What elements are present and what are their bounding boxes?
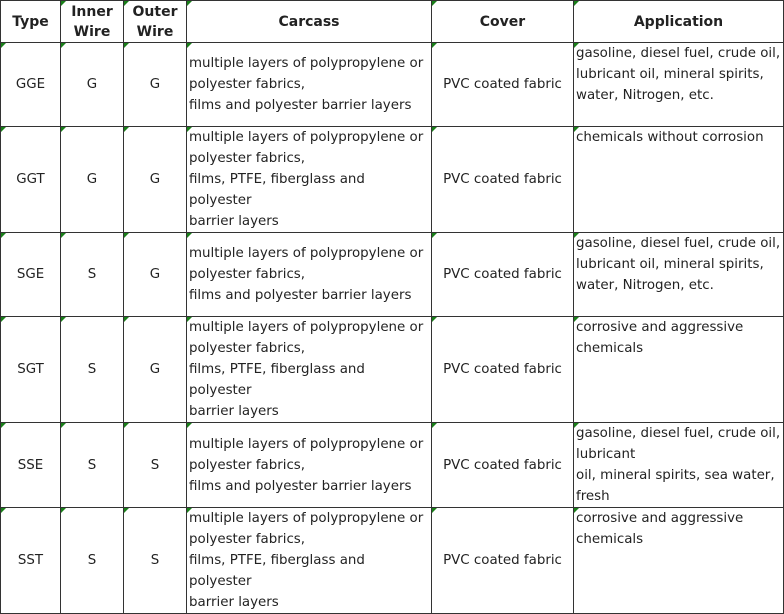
- cell-corner-marker: [432, 233, 437, 238]
- inner-wire-cell-text: S: [87, 553, 97, 568]
- cell-corner-marker: [124, 1, 129, 6]
- inner-wire-cell: [61, 127, 124, 233]
- header-row: [1, 1, 784, 43]
- carcass-cell-line: polyester fabrics,: [189, 267, 306, 282]
- carcass-cell: [187, 508, 432, 614]
- cell-corner-marker: [61, 127, 66, 132]
- type-cell-text: SGT: [17, 362, 44, 377]
- outer-wire-cell-text: G: [149, 172, 161, 187]
- type-cell: [1, 423, 61, 508]
- cell-corner-marker: [187, 423, 192, 428]
- outer-wire-cell-text: G: [149, 267, 161, 282]
- table-row: [1, 43, 784, 127]
- table-row: [1, 508, 784, 614]
- application-cell: [574, 43, 784, 127]
- cell-corner-marker: [187, 317, 192, 322]
- cell-corner-marker: [432, 317, 437, 322]
- carcass-cell-line: multiple layers of polypropylene or: [189, 320, 424, 335]
- application-cell-line: corrosive and aggressive: [576, 320, 744, 335]
- table-row: [1, 423, 784, 508]
- cell-corner-marker: [1, 233, 6, 238]
- cell-corner-marker: [61, 317, 66, 322]
- cover-cell-text: PVC coated fabric: [443, 172, 562, 187]
- table-body: [1, 43, 784, 614]
- application-cell-line: gasoline, diesel fuel, crude oil,: [576, 46, 781, 61]
- cell-corner-marker: [61, 508, 66, 513]
- carcass-cell: [187, 423, 432, 508]
- inner-wire-cell-text: S: [87, 267, 97, 282]
- type-cell-text: GGT: [16, 172, 45, 187]
- application-cell-line: chemicals without corrosion: [576, 130, 764, 145]
- carcass-cell-line: polyester fabrics,: [189, 457, 306, 473]
- application-cell-line: oil, mineral spirits, sea water,: [576, 468, 775, 483]
- cell-corner-marker: [187, 508, 192, 513]
- outer-wire-cell: [124, 317, 187, 423]
- application-cell-line: chemicals: [576, 532, 644, 547]
- cell-corner-marker: [187, 233, 192, 238]
- type-cell-text: SST: [17, 553, 44, 568]
- cell-corner-marker: [124, 423, 129, 428]
- type-cell: [1, 317, 61, 423]
- carcass-cell-line: polyester fabrics,: [189, 532, 306, 547]
- header-application: [574, 1, 784, 43]
- carcass-cell-line: multiple layers of polypropylene or: [189, 246, 424, 261]
- application-cell-line: lubricant oil, mineral spirits,: [576, 257, 764, 272]
- type-cell: [1, 233, 61, 317]
- table-row: [1, 317, 784, 423]
- application-cell-line: lubricant oil, mineral spirits,: [576, 67, 764, 82]
- cover-cell-text: PVC coated fabric: [443, 457, 562, 473]
- cell-corner-marker: [124, 317, 129, 322]
- cell-corner-marker: [1, 508, 6, 513]
- outer-wire-cell: [124, 233, 187, 317]
- cell-corner-marker: [61, 233, 66, 238]
- application-cell: [574, 233, 784, 317]
- cell-corner-marker: [574, 317, 579, 322]
- carcass-cell-line: polyester fabrics,: [189, 151, 306, 166]
- table-row: [1, 127, 784, 233]
- cell-corner-marker: [124, 508, 129, 513]
- inner-wire-cell: [61, 423, 124, 508]
- cell-corner-marker: [61, 43, 66, 48]
- outer-wire-cell-text: G: [149, 77, 161, 92]
- inner-wire-cell: [61, 43, 124, 127]
- inner-wire-cell-text: G: [86, 172, 98, 187]
- cell-corner-marker: [574, 43, 579, 48]
- type-cell: [1, 43, 61, 127]
- cell-corner-marker: [61, 1, 66, 6]
- carcass-cell: [187, 317, 432, 423]
- cell-corner-marker: [124, 233, 129, 238]
- inner-wire-cell: [61, 508, 124, 614]
- cell-corner-marker: [187, 43, 192, 48]
- header-carcass: [187, 1, 432, 43]
- application-cell-line: water, Nitrogen, etc.: [576, 88, 714, 103]
- cover-cell-text: PVC coated fabric: [443, 77, 562, 92]
- cover-cell: [432, 317, 574, 423]
- application-cell-line: lubricant: [576, 447, 636, 462]
- table-row: [1, 233, 784, 317]
- header-type: [1, 1, 61, 43]
- type-cell-text: SSE: [17, 457, 44, 473]
- application-cell-line: gasoline, diesel fuel, crude oil,: [576, 426, 781, 441]
- application-cell-line: gasoline, diesel fuel, crude oil,: [576, 236, 781, 251]
- cell-corner-marker: [187, 1, 192, 6]
- application-cell: [574, 508, 784, 614]
- cell-corner-marker: [432, 1, 437, 6]
- inner-wire-cell-text: S: [87, 362, 97, 377]
- cell-corner-marker: [432, 508, 437, 513]
- cell-corner-marker: [574, 423, 579, 428]
- header-inner-wire: [61, 1, 124, 43]
- application-cell-line: chemicals: [576, 341, 644, 356]
- carcass-cell: [187, 43, 432, 127]
- type-cell-text: GGE: [15, 77, 46, 92]
- header-label: Inner Wire: [71, 3, 113, 40]
- cell-corner-marker: [432, 127, 437, 132]
- cover-cell-text: PVC coated fabric: [443, 553, 562, 568]
- inner-wire-cell: [61, 317, 124, 423]
- outer-wire-cell: [124, 508, 187, 614]
- inner-wire-cell: [61, 233, 124, 317]
- header-label: Carcass: [278, 13, 340, 30]
- carcass-cell-line: films and polyester barrier layers: [189, 98, 412, 113]
- cell-corner-marker: [432, 423, 437, 428]
- cell-corner-marker: [187, 127, 192, 132]
- outer-wire-cell-text: S: [150, 553, 160, 568]
- carcass-cell-line: barrier layers: [189, 214, 279, 229]
- application-cell: [574, 127, 784, 233]
- carcass-cell-line: polyester fabrics,: [189, 341, 306, 356]
- application-cell: [574, 423, 784, 508]
- carcass-cell-line: barrier layers: [189, 404, 279, 419]
- cell-corner-marker: [1, 43, 6, 48]
- outer-wire-cell: [124, 423, 187, 508]
- type-cell: [1, 127, 61, 233]
- carcass-cell-line: films, PTFE, fiberglass and polyester: [189, 362, 365, 398]
- cell-corner-marker: [124, 127, 129, 132]
- cell-corner-marker: [1, 423, 6, 428]
- application-cell-line: water, Nitrogen, etc.: [576, 278, 714, 293]
- carcass-cell: [187, 127, 432, 233]
- cell-corner-marker: [574, 127, 579, 132]
- carcass-cell-line: barrier layers: [189, 595, 279, 610]
- carcass-cell-line: films, PTFE, fiberglass and polyester: [189, 553, 365, 589]
- cover-cell: [432, 423, 574, 508]
- inner-wire-cell-text: S: [87, 457, 97, 473]
- header-label: Application: [633, 13, 724, 30]
- cell-corner-marker: [124, 43, 129, 48]
- cell-corner-marker: [432, 43, 437, 48]
- cover-cell-text: PVC coated fabric: [443, 267, 562, 282]
- carcass-cell-line: multiple layers of polypropylene or: [189, 56, 424, 71]
- outer-wire-cell: [124, 127, 187, 233]
- header-cover: [432, 1, 574, 43]
- application-cell-line: corrosive and aggressive: [576, 511, 744, 526]
- application-cell-line: fresh: [576, 489, 610, 504]
- carcass-cell-line: multiple layers of polypropylene or: [189, 436, 424, 452]
- cell-corner-marker: [1, 317, 6, 322]
- header-outer-wire: [124, 1, 187, 43]
- cell-corner-marker: [574, 233, 579, 238]
- outer-wire-cell: [124, 43, 187, 127]
- cover-cell: [432, 508, 574, 614]
- carcass-cell-line: films, PTFE, fiberglass and polyester: [189, 172, 365, 208]
- cell-corner-marker: [61, 423, 66, 428]
- cover-cell: [432, 127, 574, 233]
- cell-corner-marker: [574, 508, 579, 513]
- carcass-cell-line: multiple layers of polypropylene or: [189, 130, 424, 145]
- carcass-cell-line: multiple layers of polypropylene or: [189, 511, 424, 526]
- carcass-cell: [187, 233, 432, 317]
- carcass-cell-line: films and polyester barrier layers: [189, 288, 412, 303]
- header-label: Outer Wire: [132, 3, 178, 40]
- header-label: Cover: [479, 13, 526, 30]
- type-cell-text: SGE: [16, 267, 45, 282]
- outer-wire-cell-text: S: [150, 457, 160, 473]
- outer-wire-cell-text: G: [149, 362, 161, 377]
- type-cell: [1, 508, 61, 614]
- cell-corner-marker: [1, 127, 6, 132]
- header-label: Type: [12, 13, 49, 30]
- cell-corner-marker: [574, 1, 579, 6]
- cover-cell-text: PVC coated fabric: [443, 362, 562, 377]
- application-cell: [574, 317, 784, 423]
- carcass-cell-line: polyester fabrics,: [189, 77, 306, 92]
- cover-cell: [432, 43, 574, 127]
- inner-wire-cell-text: G: [86, 77, 98, 92]
- carcass-cell-line: films and polyester barrier layers: [189, 478, 412, 494]
- cover-cell: [432, 233, 574, 317]
